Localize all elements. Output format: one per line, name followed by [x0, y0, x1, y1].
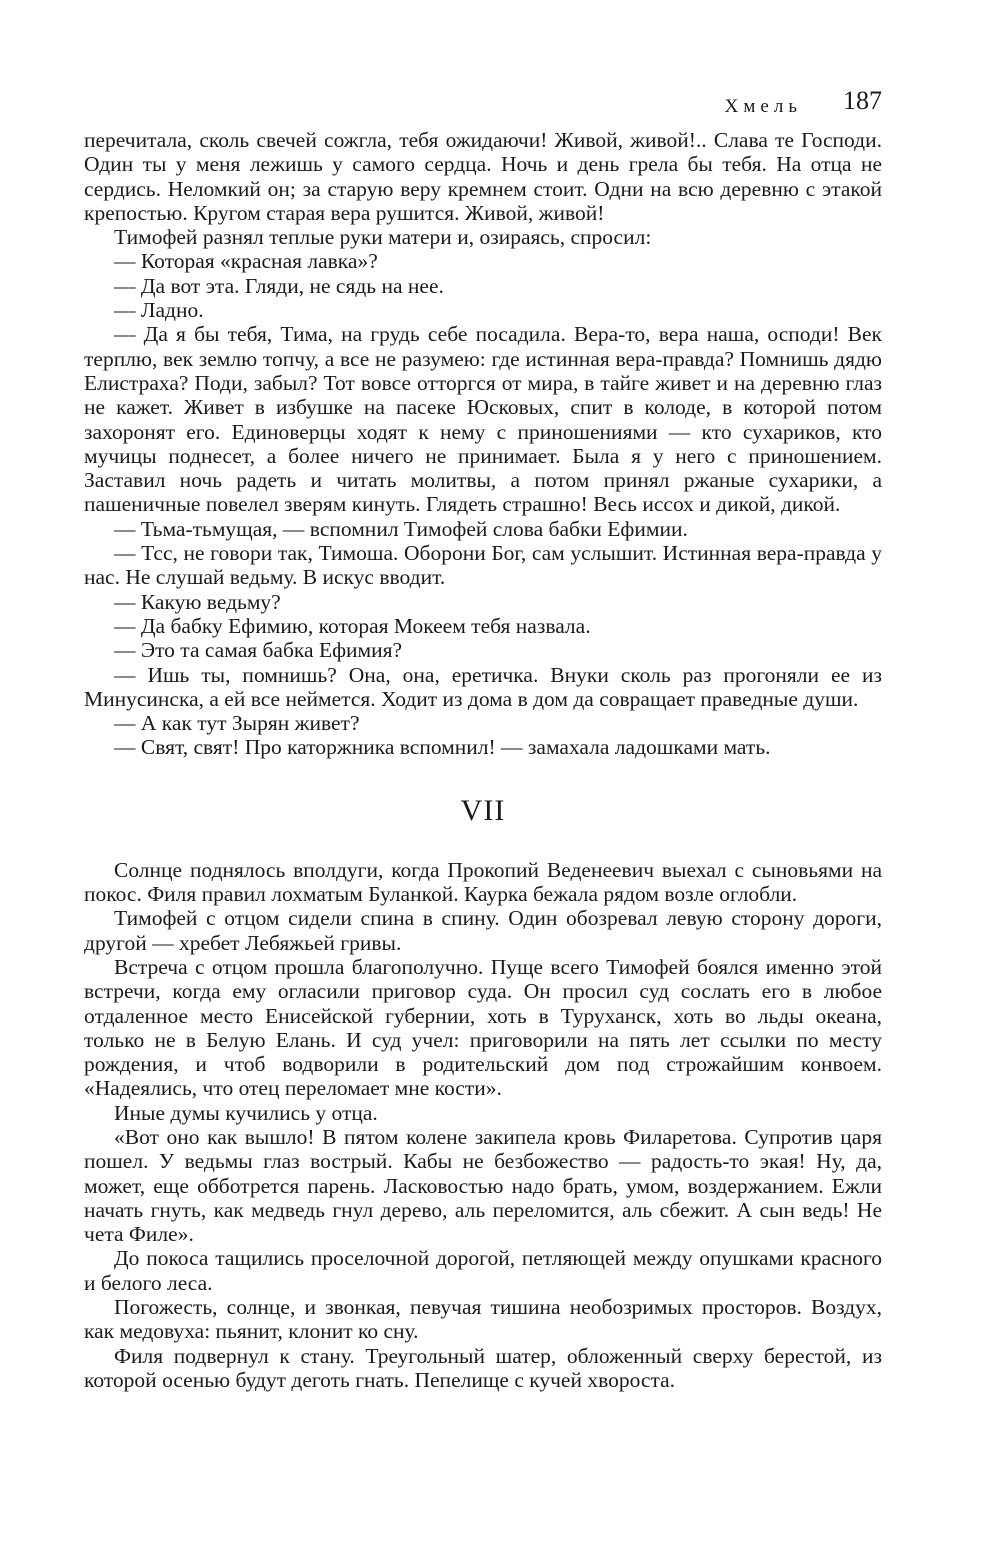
paragraph: До покоса тащились проселочной дорогой, петляющей между опушками красного и белого леса.	[84, 1246, 882, 1295]
dialogue-line: — Да вот эта. Гляди, не сядь на нее.	[114, 273, 444, 298]
paragraph: Встреча с отцом прошла благополучно. Пуще всего Тимофей боялся именно этой встречи, когда ему огласили приговор суда. Он просил суд сослать его в любое отдаленное место Енисейской губернии, хоть в Туруханск, хоть во льды океана, только не в Белую Елань. И суд учел: приговорили на пять лет ссылки по месту рождения, и чтоб водворили в родительский дом под строжайшим конвоем. «Надеялись, что отец переломает мне кости».	[84, 954, 882, 1101]
paragraph: «Вот оно как вышло! В пятом колене закипела кровь Филаретова. Супротив царя пошел. У ведьмы глаз вострый. Кабы не безбожество — радость-то экая! Ну, да, может, еще обботрется парень. Ласковостью надо брать, умом, воздержанием. Ежли начать гнуть, как медведь гнул дерево, аль переломится, аль сбежит. А сын ведь! Не чета Филе».	[84, 1124, 882, 1247]
dialogue-line: — Ишь ты, помнишь? Она, она, еретичка. Внуки сколь раз прогоняли ее из Минусинска, а ей все неймется. Ходит из дома в дом да совращает праведные души.	[84, 662, 882, 711]
dialogue-line: — Да я бы тебя, Тима, на грудь себе посадила. Вера-то, вера наша, осподи! Век терплю, век землю топчу, а все не разумею: где истинная вера-правда? Помнишь дядю Елистраха? Поди, забыл? Тот вовсе отторгся от мира, в тайге живет и на деревню глаз не кажет. Живет в избушке на пасеке Юсковых, спит в колоде, в которой потом захоронят его. Единоверцы ходят к нему с приношениями — кто сухариков, кто мучицы поднесет, а более ничего не принимает. Была я у него с приношением. Заставил ночь радеть и читать молитвы, а потом принял ржаные сухарики, а пашеничные повелел зверям кинуть. Глядеть страшно! Весь иссох и дикой, дикой.	[84, 322, 882, 517]
dialogue-line: — А как тут Зырян живет?	[114, 711, 360, 736]
book-page	[84, 84, 882, 1392]
running-head	[84, 84, 882, 128]
dialogue-line: — Тьма-тьмущая, — вспомнил Тимофей слова бабки Ефимии.	[114, 516, 688, 541]
dialogue-line: — Которая «красная лавка»?	[114, 249, 378, 274]
section-2-text	[84, 858, 882, 1393]
page-number: 187	[843, 86, 882, 115]
paragraph: Филя подвернул к стану. Треугольный шатер, обложенный сверху берестой, из которой осенью будут деготь гнать. Пепелище с кучей хвороста.	[84, 1343, 882, 1392]
dialogue-line: — Это та самая бабка Ефимия?	[114, 638, 403, 663]
paragraph: Тимофей разнял теплые руки матери и, озираясь, спросил:	[114, 225, 652, 250]
dialogue-line: — Ладно.	[114, 298, 204, 323]
paragraph: Тимофей с отцом сидели спина в спину. Один обозревал левую сторону дороги, другой — хребет Лебяжьей гривы.	[84, 906, 882, 955]
paragraph: Солнце поднялось вполдуги, когда Прокопий Веденеевич выехал с сыновьями на покос. Филя правил лохматым Буланкой. Каурка бежала рядом возле оглобли.	[84, 857, 882, 907]
paragraph: перечитала, сколь свечей сожгла, тебя ожидаючи! Живой, живой!.. Слава те Господи. Один ты у меня лежишь у самого сердца. Ночь и день грела бы тебя. На отца не сердись. Неломкий он; за старую веру кремнем стоит. Одни на всю деревню с этакой крепостью. Кругом старая вера рушится. Живой, живой!	[84, 128, 882, 225]
running-title: Хмель	[724, 96, 802, 117]
dialogue-line: — Какую ведьму?	[114, 589, 281, 614]
chapter-heading: VII	[460, 793, 506, 827]
dialogue-line: — Тсс, не говори так, Тимоша. Оборони Бог, сам услышит. Истинная вера-правда у нас. Не слушай ведьму. В искус вводит.	[84, 541, 882, 590]
paragraph: Иные думы кучились у отца.	[114, 1100, 378, 1125]
dialogue-line: — Свят, свят! Про каторжника вспомнил! — замахала ладошками мать.	[114, 735, 771, 760]
section-1-text	[84, 128, 882, 760]
paragraph: Погожесть, солнце, и звонкая, певучая тишина необозримых просторов. Воздух, как медовуха: пьянит, клонит ко сну.	[84, 1295, 882, 1344]
dialogue-line: — Да бабку Ефимию, которая Мокеем тебя назвала.	[114, 613, 591, 638]
